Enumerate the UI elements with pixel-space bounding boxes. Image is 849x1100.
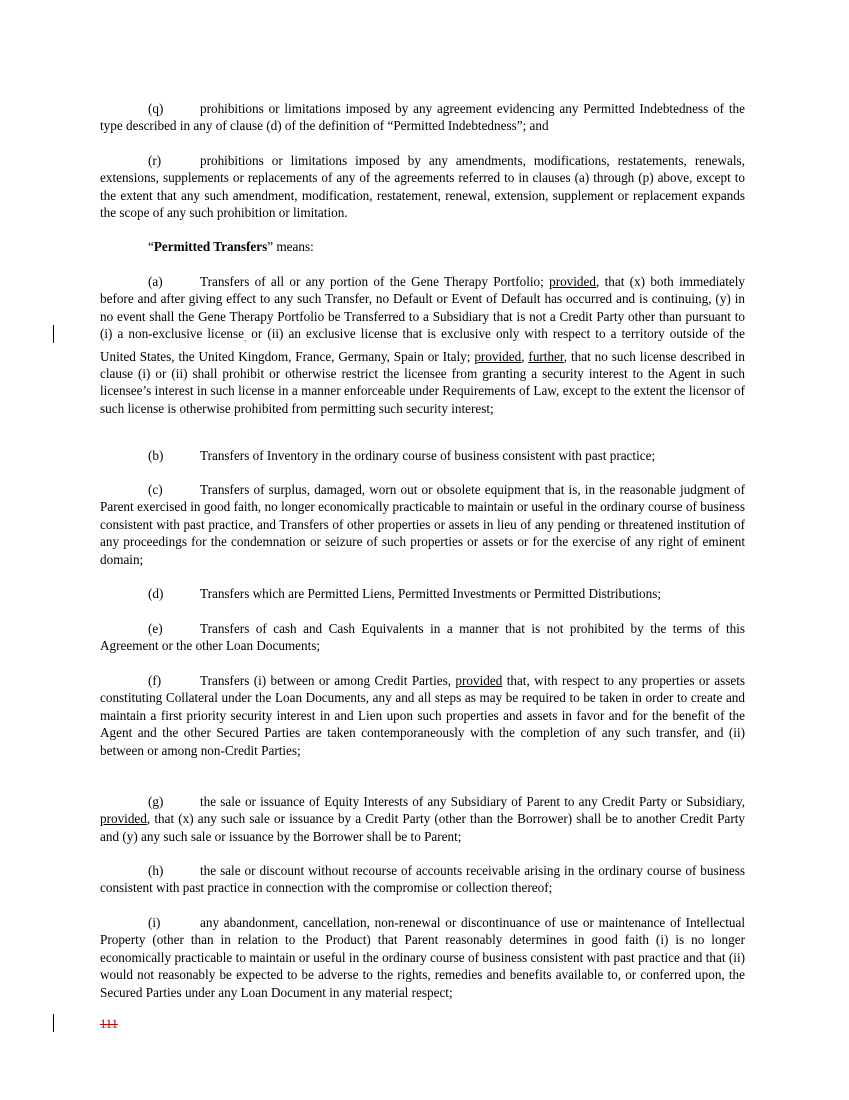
deleted-page-number: 111	[100, 1017, 118, 1031]
transfer-d	[100, 585, 745, 602]
transfer-g-provided: provided	[100, 811, 147, 827]
transfer-a-label: (a)	[148, 274, 163, 289]
transfer-c	[100, 481, 745, 568]
change-bar	[53, 1014, 54, 1032]
transfer-e-text: Transfers of cash and Cash Equivalents in a manner that is not prohibited by the terms of this Agreement or the other Loan Documents;	[100, 621, 745, 654]
clause-q-text: prohibitions or limitations imposed by any agreement evidencing any Permitted Indebtedness of the type described in any of clause (d) of the definition of “Permitted Indebtedness”; and	[100, 101, 745, 134]
transfer-f-text-1: Transfers (i) between or among Credit Parties,	[200, 673, 456, 688]
transfer-g	[100, 793, 745, 845]
transfer-a-further: further	[528, 348, 564, 364]
transfer-b-text: Transfers of Inventory in the ordinary course of business consistent with past practice;	[200, 448, 656, 463]
transfer-h-label: (h)	[148, 863, 164, 878]
transfer-i	[100, 914, 745, 1001]
transfer-g-text-2: , that (x) any such sale or issuance by a Credit Party (other than the Borrower) shall be to another Credit Party and (y) any such sale or issuance by the Borrower shall be to Parent;	[100, 811, 745, 844]
transfer-a-text-4: ,	[521, 348, 529, 364]
transfer-a-text-1: Transfers of all or any portion of the Gene Therapy Portfolio;	[200, 274, 550, 289]
transfer-a-text-3: or (ii) an exclusive license that is exclusive only with respect to a territory outside of the United States, the United Kingdom, France, Germany, Spain or Italy;	[100, 326, 745, 364]
transfer-f	[100, 672, 745, 759]
transfer-i-label: (i)	[148, 915, 161, 930]
transfer-f-label: (f)	[148, 673, 162, 688]
transfer-a-text-2: , that (x) both immediately before and after giving effect to any such Transfer, no Default or Event of Default has occurred and is continuing, (y) in no event shall the Gene Therapy Portfolio be Transferred to a Subsidiary that is not a Credit Party other than pursuant to (i) a non-exclusive license	[100, 274, 745, 342]
clause-q	[100, 100, 745, 135]
transfer-d-label: (d)	[148, 586, 164, 601]
transfer-h-text: the sale or discount without recourse of accounts receivable arising in the ordinary course of business consistent with past practice in connection with the compromise or collection thereof;	[100, 863, 745, 896]
clause-r	[100, 152, 745, 222]
tracked-insertion-mark: ,	[244, 333, 247, 344]
transfer-f-text-2: that, with respect to any properties or assets constituting Collateral under the Loan Documents, any and all steps as may be required to be taken in order to create and maintain a first priority security interest in and Lien upon such properties and assets in favor and for the benefit of the Agent and the other Secured Parties are taken contemporaneously with the completion of any such transfer, and (ii) between or among non-Credit Parties;	[100, 673, 746, 758]
definition-open-quote: “	[148, 239, 154, 254]
definition-close: ” means:	[267, 239, 314, 254]
transfer-a-text-5: , that no such license described in clause (i) or (ii) shall prohibit or otherwise restrict the licensee from granting a security interest to the Agent in such licensee’s interest in such license in a manner enforceable under Requirements of Law, except to the extent the licensor of such license is otherwise prohibited from permitting such security interest;	[100, 348, 745, 416]
change-bar	[53, 325, 54, 343]
clause-q-label: (q)	[148, 101, 164, 116]
clause-r-label: (r)	[148, 153, 162, 168]
transfer-g-label: (g)	[148, 794, 164, 809]
transfer-b	[100, 447, 745, 464]
transfer-c-label: (c)	[148, 482, 163, 497]
transfer-a-provided-2: provided	[474, 348, 522, 364]
transfer-f-provided: provided	[455, 673, 503, 688]
transfer-d-text: Transfers which are Permitted Liens, Permitted Investments or Permitted Distributions;	[200, 586, 662, 601]
clause-r-text: prohibitions or limitations imposed by any amendments, modifications, restatements, renewals, extensions, supplements or replacements of any of the agreements referred to in clauses (a) through (p) above, except to the extent that any such amendment, modification, restatement, renewal, extension, supplement or replacement expands the scope of any such prohibition or limitation.	[100, 153, 745, 221]
transfer-b-label: (b)	[148, 448, 164, 463]
transfer-g-text-1: the sale or issuance of Equity Interests of any Subsidiary of Parent to any Credit Party or Subsidiary,	[200, 794, 745, 809]
definition-term: Permitted Transfers	[153, 239, 268, 254]
transfer-e-label: (e)	[148, 621, 163, 636]
transfer-h	[100, 862, 745, 897]
transfer-c-text: Transfers of surplus, damaged, worn out or obsolete equipment that is, in the reasonable judgment of Parent exercised in good faith, no longer economically practicable to maintain or useful in the ordinary course of business consistent with past practice, and Transfers of other properties or assets in lieu of any pending or threatened institution of any proceedings for the condemnation or seizure of such properties or assets or for the exercise of any right of eminent domain;	[100, 482, 745, 567]
definition-heading	[100, 238, 745, 255]
transfer-a	[100, 273, 745, 417]
transfer-i-text: any abandonment, cancellation, non-renewal or discontinuance of use or maintenance of Intellectual Property (other than in relation to the Product) that Parent reasonably determines in good faith (i) is no longer economically practicable to maintain or useful in the ordinary course of business consistent with past practice and that (ii) would not reasonably be expected to be adverse to the rights, remedies and benefits available to, or conferred upon, the Secured Parties under any Loan Document in any material respect;	[100, 915, 745, 1000]
transfer-a-provided: provided	[549, 274, 596, 289]
transfer-e	[100, 620, 745, 655]
